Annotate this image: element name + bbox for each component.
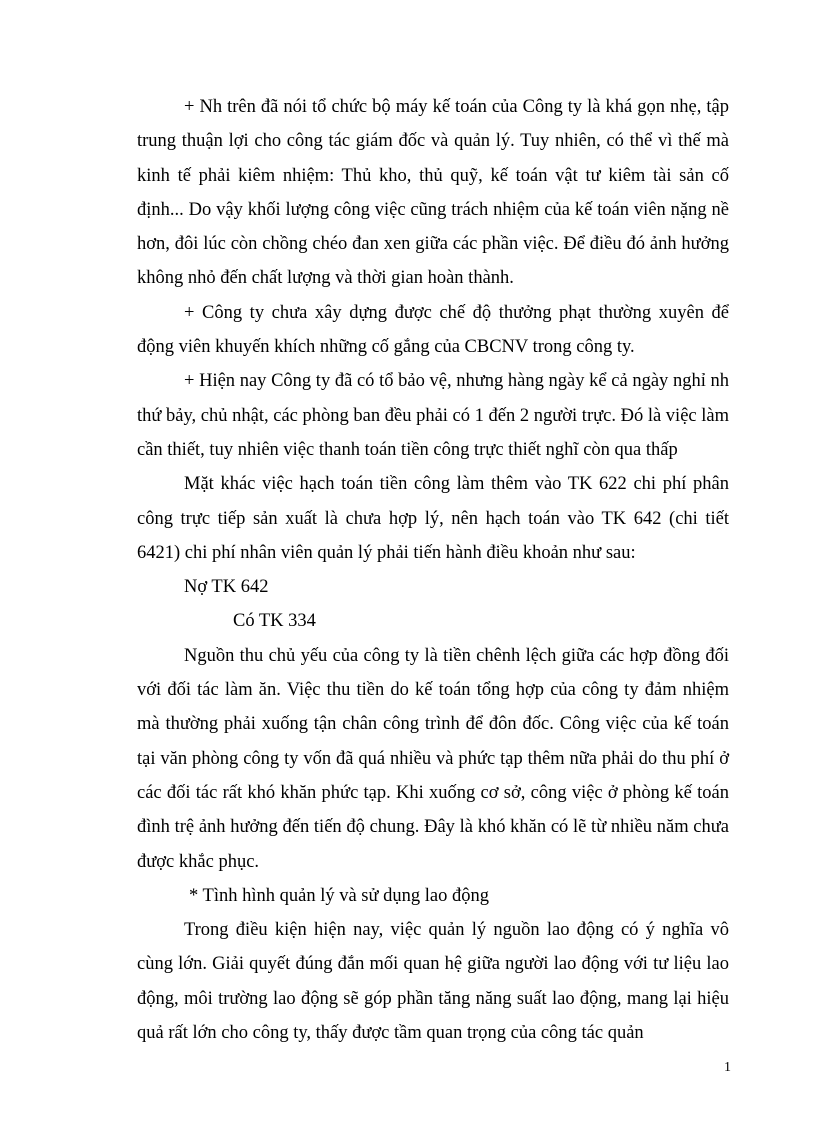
paragraph-reward-policy: + Công ty chưa xây dựng được chế độ thưởng phạt thường xuyên để động viên khuyến khích những cố gắng của CBCNV trong công ty. <box>137 302 729 358</box>
paragraph-overtime-accounting: Mặt khác việc hạch toán tiền công làm thêm vào TK 622 chi phí phân công trực tiếp sản xuất là chưa hợp lý, nên hạch toán vào TK 642 (chi tiết 6421) chi phí nhân viên quản lý phải tiến hành điều khoản như sau: <box>137 474 729 563</box>
paragraph-accounting-structure: + Nh trên đã nói tổ chức bộ máy kế toán của Công ty là khá gọn nhẹ, tập trung thuận lợi cho công tác giám đốc và quản lý. Tuy nhiên, có thể vì thế mà kinh tế phải kiêm nhiệm: Thủ kho, thủ quỹ, kế toán vật tư kiêm tài sản cố định... Do vậy khối lượng công việc cũng trách nhiệm của kế toán viên nặng nề hơn, đôi lúc còn chồng chéo đan xen giữa các phần việc. Để điều đó ảnh hưởng không nhỏ đến chất lượng và thời gian hoàn thành. <box>137 97 729 289</box>
paragraph-security-duty: + Hiện nay Công ty đã có tổ bảo vệ, nhưng hàng ngày kể cả ngày nghỉ nh thứ bảy, chủ nhật, các phòng ban đều phải có 1 đến 2 người trực. Đó là việc làm cần thiết, tuy nhiên việc thanh toán tiền công trực thiết nghĩ còn qua thấp <box>137 371 729 460</box>
section-heading: * Tình hình quản lý và sử dụng lao động <box>189 885 490 906</box>
journal-entry-credit: Có TK 334 <box>233 611 316 632</box>
paragraph-labor-management: Trong điều kiện hiện nay, việc quản lý nguồn lao động có ý nghĩa vô cùng lớn. Giải quyết đúng đắn mối quan hệ giữa người lao động với tư liệu lao động, môi trường lao động sẽ góp phần tăng năng suất lao động, mang lại hiệu quả rất lớn cho công ty, thấy được tầm quan trọng của công tác quản <box>137 920 729 1044</box>
paragraph-revenue-source: Nguồn thu chủ yếu của công ty là tiền chênh lệch giữa các hợp đồng đối với đối tác làm ăn. Việc thu tiền do kế toán tổng hợp của công ty đảm nhiệm mà thường phải xuống tận chân công trình để đôn đốc. Công việc của kế toán tại văn phòng công ty vốn đã quá nhiều và phức tạp thêm nữa phải do thu phí ở các đối tác rất khó khăn phức tạp. Khi xuống cơ sở, công việc ở phòng kế toán đình trệ ảnh hưởng đến tiến độ chung. Đây là khó khăn có lẽ từ nhiều năm chưa được khắc phục. <box>137 645 729 872</box>
journal-entry-debit: Nợ TK 642 <box>184 577 269 598</box>
page-number: 1 <box>724 1060 731 1075</box>
body-text <box>137 90 729 1050</box>
